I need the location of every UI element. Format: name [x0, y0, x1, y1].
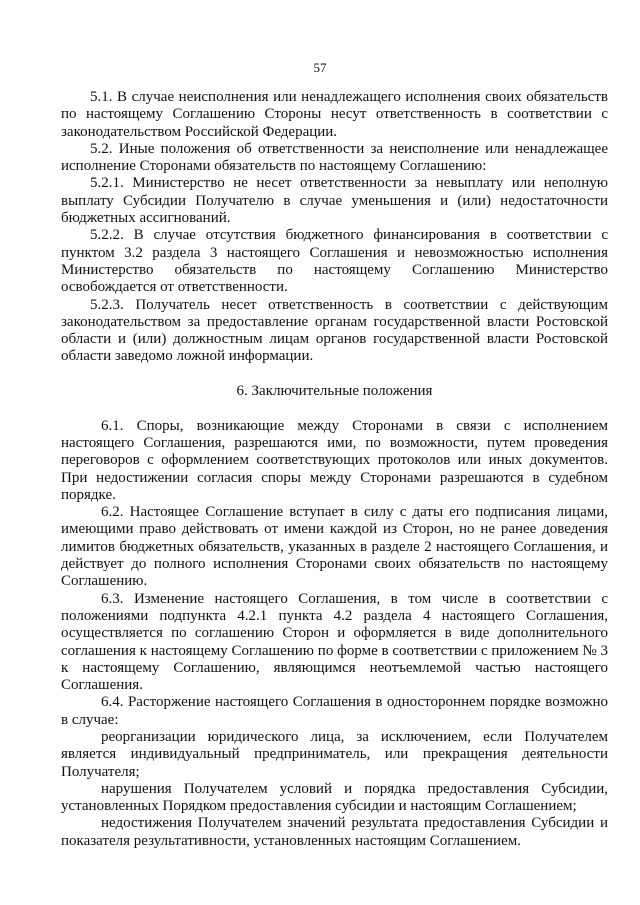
paragraph-5-2-2: 5.2.2. В случае отсутствия бюджетного финансирования в соответствии с пунктом 3.2 раздела 3 настоящего Соглашения и невозможностью исполнения Министерство обязательств по настоящему Соглашению Министерство освобождается от ответственности.	[61, 227, 608, 296]
section-5-liability	[61, 89, 608, 366]
list-item-violation: нарушения Получателем условий и порядка предоставления Субсидии, установленных Порядком предоставления субсидии и настоящим Соглашением;	[61, 780, 608, 815]
paragraph-6-4: 6.4. Расторжение настоящего Соглашения в одностороннем порядке возможно в случае:	[61, 694, 608, 728]
list-item-reorganization: реорганизации юридического лица, за исключением, если Получателем является индивидуальный предприниматель, или прекращения деятельности Получателя;	[61, 728, 608, 780]
document-body	[61, 89, 608, 850]
paragraph-6-2: 6.2. Настоящее Соглашение вступает в силу с даты его подписания лицами, имеющими право действовать от имени каждой из Сторон, но не ранее доведения лимитов бюджетных обязательств, указанных в разделе 2 настоящего Соглашения, и действует до полного исполнения Сторонами своих обязательств по настоящему Соглашению.	[61, 504, 608, 590]
paragraph-5-2-3: 5.2.3. Получатель несет ответственность в соответствии с действующим законодательством за предоставление органам государственной власти Ростовской области и (или) должностным лицам органов государственной власти Ростовской области заведомо ложной информации.	[61, 296, 608, 365]
section-6-final-provisions	[61, 383, 608, 850]
paragraph-6-1: 6.1. Споры, возникающие между Сторонами в связи с исполнением настоящего Соглашения, разрешаются ими, по возможности, путем проведения переговоров с оформлением соответствующих протоколов или иных документов. При недостижении согласия споры между Сторонами разрешаются в судебном порядке.	[61, 417, 608, 503]
page-number: 57	[313, 60, 327, 75]
paragraph-5-2-1: 5.2.1. Министерство не несет ответственности за невыплату или неполную выплату Субсидии Получателю в случае уменьшения и (или) недостаточности бюджетных ассигнований.	[61, 175, 608, 227]
paragraph-6-3: 6.3. Изменение настоящего Соглашения, в том числе в соответствии с положениями подпункта 4.2.1 пункта 4.2 раздела 4 настоящего Соглашения, осуществляется по соглашению Сторон и оформляется в виде дополнительного соглашения к настоящему Соглашению по форме в соответствии с приложением № 3 к настоящему Соглашению, являющимся неотъемлемой частью настоящего Соглашения.	[61, 590, 608, 694]
paragraph-5-2: 5.2. Иные положения об ответственности за неисполнение или ненадлежащее исполнение Сторонами обязательств по настоящему Соглашению:	[61, 140, 608, 175]
list-item-non-achievement: недостижения Получателем значений результата предоставления Субсидии и показателя результативности, установленных настоящим Соглашением.	[61, 815, 608, 849]
paragraph-5-1: 5.1. В случае неисполнения или ненадлежащего исполнения своих обязательств по настоящему Соглашению Стороны несут ответственность в соответствии с законодательством Российской Федерации.	[61, 89, 608, 140]
section-heading: 6. Заключительные положения	[236, 383, 433, 400]
